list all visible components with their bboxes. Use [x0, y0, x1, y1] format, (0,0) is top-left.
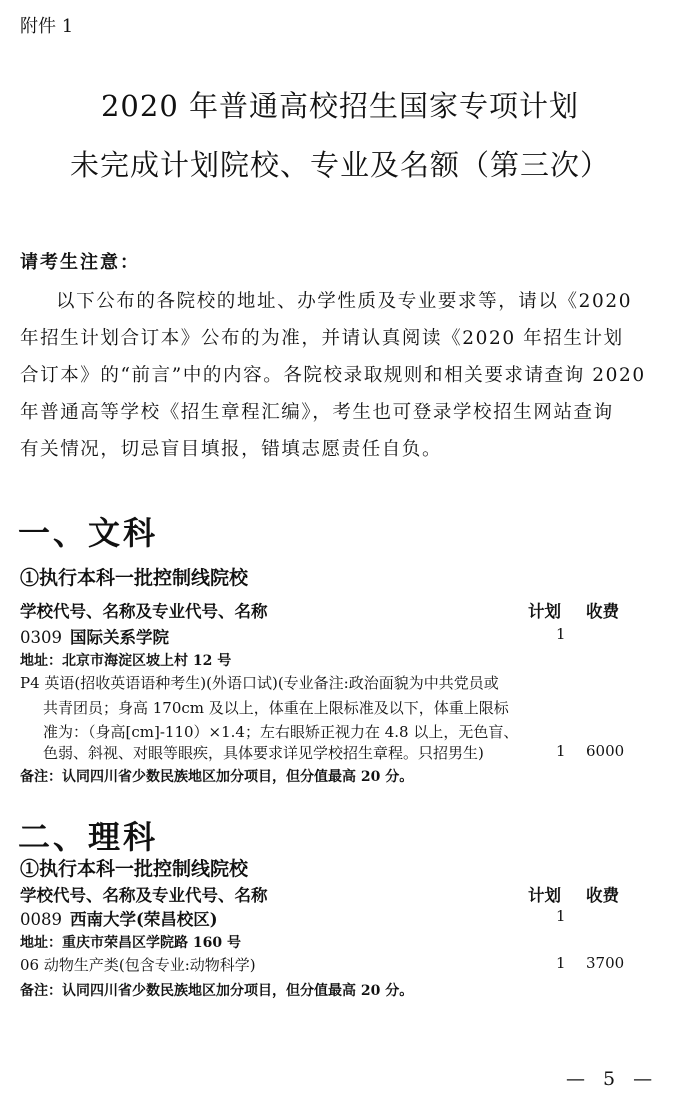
table-header-school: 学校代号、名称及专业代号、名称 — [20, 602, 268, 621]
document-title-line1: 2020 年普通高校招生国家专项计划 — [100, 89, 580, 123]
major-line: 共青团员；身高 170cm 及以上，体重在上限标准及以下，体重上限标 — [43, 699, 509, 717]
document-title-line2: 未完成计划院校、专业及名额（第三次） — [69, 148, 610, 182]
table-header-fee: 收费 — [586, 602, 619, 621]
table-header-plan: 计划 — [528, 886, 561, 905]
school-address: 地址：重庆市荣昌区学院路 160 号 — [20, 935, 241, 951]
table-header-plan: 计划 — [528, 602, 561, 621]
school-name: 西南大学(荣昌校区) — [70, 910, 218, 929]
section-subtitle: ①执行本科一批控制线院校 — [20, 858, 249, 880]
school-row — [20, 624, 169, 648]
table-header-fee: 收费 — [586, 886, 619, 905]
attachment-label: 附件 1 — [20, 16, 74, 37]
school-plan: 1 — [556, 907, 566, 925]
notice-line: 年招生计划合订本》公布的为准，并请认真阅读《2020 年招生计划 — [20, 328, 624, 349]
school-code: 0089 — [20, 910, 62, 929]
school-code: 0309 — [20, 628, 62, 647]
major-plan: 1 — [556, 954, 566, 972]
notice-line: 合订本》的“前言”中的内容。各院校录取规则和相关要求请查询 2020 — [20, 365, 646, 386]
page-number: — 5 — — [566, 1068, 659, 1090]
notice-line: 以下公布的各院校的地址、办学性质及专业要求等，请以《2020 — [56, 291, 633, 312]
notice-line: 年普通高等学校《招生章程汇编》，考生也可登录学校招生网站查询 — [20, 402, 614, 423]
major-fee: 6000 — [586, 742, 625, 760]
major-fee: 3700 — [586, 954, 625, 972]
section-title-science: 二、理科 — [18, 818, 159, 856]
major-plan: 1 — [556, 742, 566, 760]
major-line: 色弱、斜视、对眼等眼疾，具体要求详见学校招生章程。只招男生) — [43, 744, 484, 762]
school-name: 国际关系学院 — [70, 628, 169, 647]
school-plan: 1 — [556, 625, 566, 643]
school-address: 地址：北京市海淀区坡上村 12 号 — [20, 653, 232, 669]
remark: 备注：认同四川省少数民族地区加分项目，但分值最高 20 分。 — [20, 769, 414, 785]
table-header-school: 学校代号、名称及专业代号、名称 — [20, 886, 268, 905]
section-subtitle: ①执行本科一批控制线院校 — [20, 567, 249, 589]
notice-heading: 请考生注意： — [20, 252, 140, 273]
major-line: 06 动物生产类(包含专业:动物科学) — [20, 956, 256, 974]
section-title-liberal-arts: 一、文科 — [18, 514, 159, 552]
remark: 备注：认同四川省少数民族地区加分项目，但分值最高 20 分。 — [20, 983, 414, 999]
major-line: 准为：（身高[cm]-110）×1.4；左右眼矫正视力在 4.8 以上，无色盲、 — [43, 723, 519, 741]
notice-line: 有关情况，切忌盲目填报，错填志愿责任自负。 — [20, 439, 443, 460]
major-line: P4 英语(招收英语语种考生)(外语口试)(专业备注:政治面貌为中共党员或 — [20, 674, 499, 692]
school-row — [20, 906, 218, 930]
